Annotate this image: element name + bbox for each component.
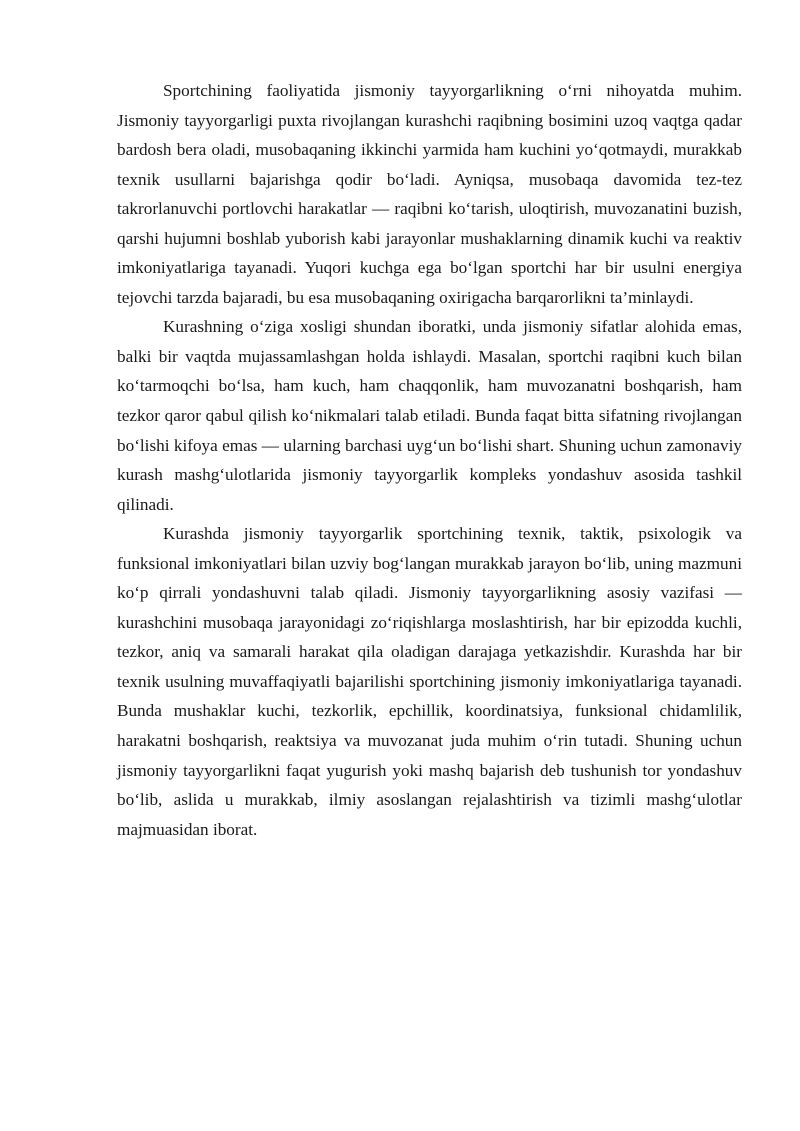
- document-body: [117, 76, 742, 844]
- paragraph-3: Kurashda jismoniy tayyorgarlik sportchining texnik, taktik, psixologik va funksional imkoniyatlari bilan uzviy bog‘langan murakkab jarayon bo‘lib, uning mazmuni ko‘p qirrali yondashuvni talab qiladi. Jismoniy tayyorgarlikning asosiy vazifasi — kurashchini musobaqa jarayonidagi zo‘riqishlarga moslashtirish, har bir epizodda kuchli, tezkor, aniq va samarali harakat qila oladigan darajaga yetkazishdir. Kurashda har bir texnik usulning muvaffaqiyatli bajarilishi sportchining jismoniy imkoniyatlariga tayanadi. Bunda mushaklar kuchi, tezkorlik, epchillik, koordinatsiya, funksional chidamlilik, harakatni boshqarish, reaktsiya va muvozanat juda muhim o‘rin tutadi. Shuning uchun jismoniy tayyorgarlikni faqat yugurish yoki mashq bajarish deb tushunish tor yondashuv bo‘lib, aslida u murakkab, ilmiy asoslangan rejalashtirish va tizimli mashg‘ulotlar majmuasidan iborat.: [117, 524, 742, 839]
- paragraph-1: Sportchining faoliyatida jismoniy tayyorgarlikning o‘rni nihoyatda muhim. Jismoniy tayyorgarligi puxta rivojlangan kurashchi raqibning bosimini uzoq vaqtga qadar bardosh bera oladi, musobaqaning ikkinchi yarmida ham kuchini yo‘qotmaydi, murakkab texnik usullarni bajarishga qodir bo‘ladi. Ayniqsa, musobaqa davomida tez-tez takrorlanuvchi portlovchi harakatlar — raqibni ko‘tarish, uloqtirish, muvozanatini buzish, qarshi hujumni boshlab yuborish kabi jarayonlar mushaklarning dinamik kuchi va reaktiv imkoniyatlariga tayanadi. Yuqori kuchga ega bo‘lgan sportchi har bir usulni energiya tejovchi tarzda bajaradi, bu esa musobaqaning oxirigacha barqarorlikni ta’minlaydi.: [117, 81, 742, 307]
- paragraph-2: Kurashning o‘ziga xosligi shundan iboratki, unda jismoniy sifatlar alohida emas, balki bir vaqtda mujassamlashgan holda ishlaydi. Masalan, sportchi raqibni kuch bilan ko‘tarmoqchi bo‘lsa, ham kuch, ham chaqqonlik, ham muvozanatni boshqarish, ham tezkor qaror qabul qilish ko‘nikmalari talab etiladi. Bunda faqat bitta sifatning rivojlangan bo‘lishi kifoya emas — ularning barchasi uyg‘un bo‘lishi shart. Shuning uchun zamonaviy kurash mashg‘ulotlarida jismoniy tayyorgarlik kompleks yondashuv asosida tashkil qilinadi.: [117, 317, 742, 514]
